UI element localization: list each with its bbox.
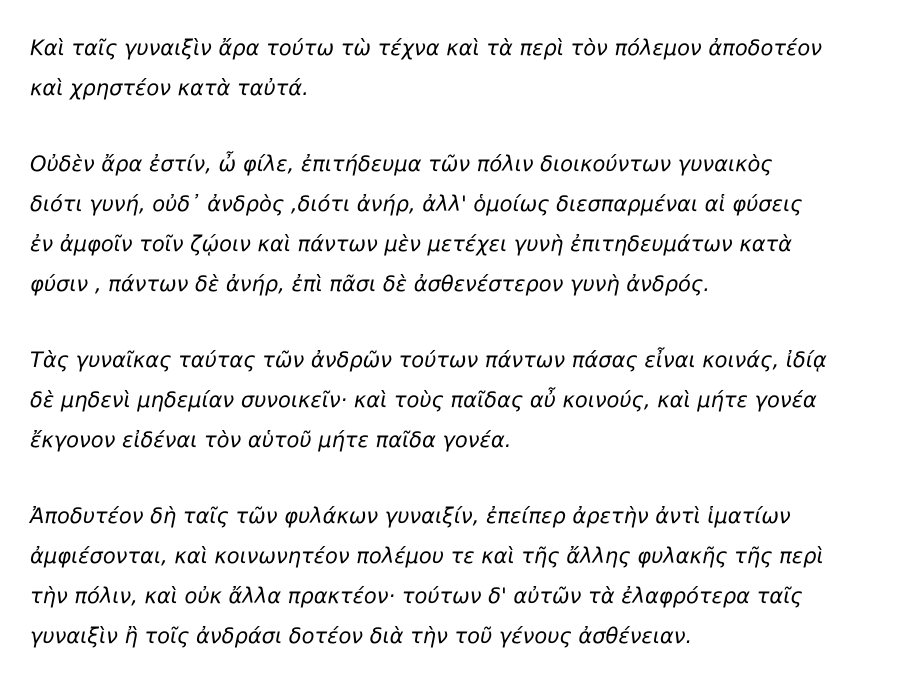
text-line: τὴν πόλιν, καὶ οὐκ ἄλλα πρακτέον· τούτων δ' αὐτῶν τὰ ἐλαφρότερα ταῖς: [30, 584, 803, 608]
paragraph-3: [30, 340, 910, 460]
text-line: Τὰς γυναῖκας ταύτας τῶν ἀνδρῶν τούτων πάντων πάσας εἶναι κοινάς, ἰδίᾳ: [30, 348, 827, 372]
paragraph-2: [30, 144, 910, 304]
text-line: διότι γυνή, οὐδ᾽ ἀνδρὸς ,διότι ἀνήρ, ἀλλ' ὁμοίως διεσπαρμέναι αἱ φύσεις: [30, 192, 803, 216]
text-line: Οὐδὲν ἄρα ἐστίν, ὦ φίλε, ἐπιτήδευμα τῶν πόλιν διοικούντων γυναικὸς: [30, 152, 773, 176]
text-line: Καὶ ταῖς γυναιξὶν ἄρα τούτω τὼ τέχνα καὶ τὰ περὶ τὸν πόλεμον ἀποδοτέον: [30, 36, 822, 60]
text-line: ἔκγονον εἰδέναι τὸν αὑτοῦ μήτε παῖδα γονέα.: [30, 428, 512, 452]
text-line: ἀμφιέσονται, καὶ κοινωνητέον πολέμου τε καὶ τῆς ἄλλης φυλακῆς τῆς περὶ: [30, 544, 824, 568]
document-body: [30, 28, 910, 692]
text-line: δὲ μηδενὶ μηδεμίαν συνοικεῖν· καὶ τοὺς παῖδας αὖ κοινούς, καὶ μήτε γονέα: [30, 388, 817, 412]
text-line: ἐν ἀμφοῖν τοῖν ζῴοιν καὶ πάντων μὲν μετέχει γυνὴ ἐπιτηδευμάτων κατὰ: [30, 232, 793, 256]
text-line: καὶ χρηστέον κατὰ ταὐτά.: [30, 76, 309, 100]
paragraph-1: [30, 28, 910, 108]
paragraph-4: [30, 496, 910, 656]
text-line: Ἀποδυτέον δὴ ταῖς τῶν φυλάκων γυναιξίν, ἐπείπερ ἀρετὴν ἀντὶ ἱματίων: [30, 504, 791, 528]
text-line: φύσιν , πάντων δὲ ἀνήρ, ἐπὶ πᾶσι δὲ ἀσθενέστερον γυνὴ ἀνδρός.: [30, 272, 710, 296]
text-line: γυναιξὶν ἢ τοῖς ἀνδράσι δοτέον διὰ τὴν τοῦ γένους ἀσθένειαν.: [30, 624, 693, 648]
